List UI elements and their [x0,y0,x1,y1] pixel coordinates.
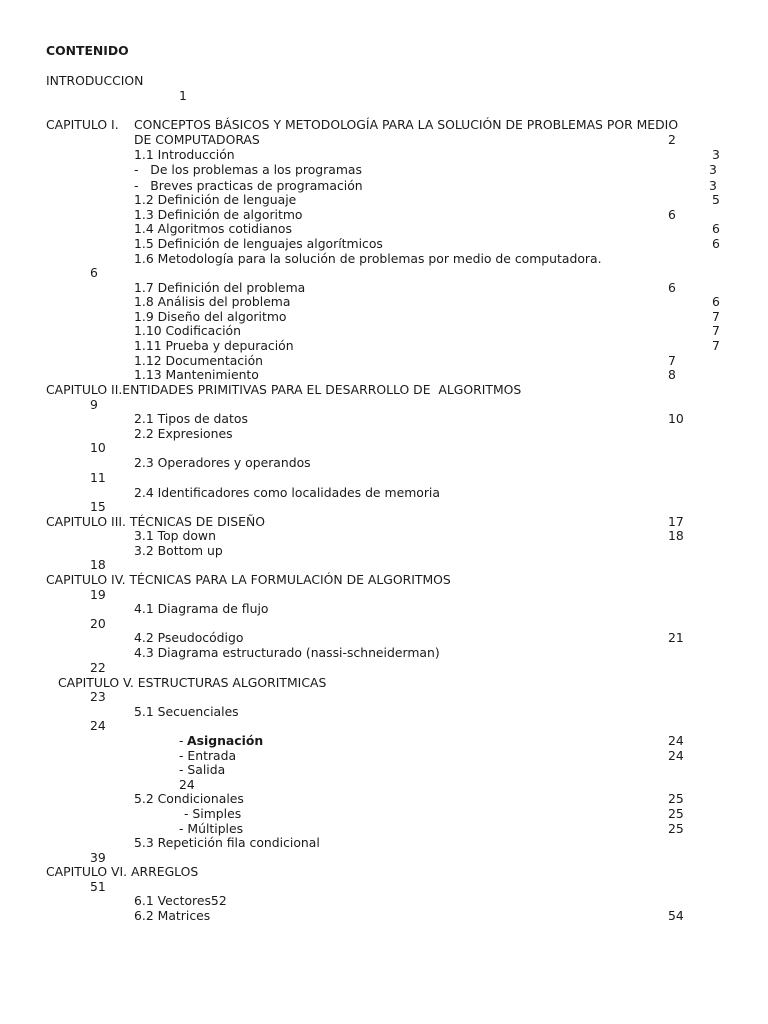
toc-page: 24 [90,718,106,733]
toc-entry: - Salida [179,762,226,777]
toc-page: 7 [712,323,720,338]
toc-entry: 1.4 Algoritmos cotidianos [134,221,292,236]
toc-page: 8 [668,367,676,382]
toc-entry: 5.3 Repetición fila condicional [134,835,320,850]
toc-entry: CAPITULO V. ESTRUCTURAS ALGORITMICAS [58,675,327,690]
toc-entry: Asignación [187,733,264,748]
toc-page: 5 [712,192,720,207]
toc-page: 2 [668,132,676,147]
toc-page: 21 [668,630,684,645]
toc-entry: 2.4 Identificadores como localidades de memoria [134,485,440,500]
toc-entry: 1.3 Definición de algoritmo [134,207,303,222]
toc-entry: CAPITULO II.ENTIDADES PRIMITIVAS PARA EL DESARROLLO DE ALGORITMOS [46,382,522,397]
toc-entry: 3.2 Bottom up [134,543,223,558]
toc-entry: CAPITULO I. [46,117,119,132]
toc-entry: - De los problemas a los programas [134,162,362,177]
toc-page: 19 [90,587,106,602]
toc-entry: 3.1 Top down [134,528,216,543]
toc-page: 25 [668,821,684,836]
toc-entry: 2.2 Expresiones [134,426,233,441]
toc-page: 10 [90,440,106,455]
toc-entry: 2.1 Tipos de datos [134,411,248,426]
toc-entry: 6.1 Vectores52 [134,893,227,908]
toc-entry: - Entrada [179,748,237,763]
toc-entry: DE COMPUTADORAS [134,132,260,147]
toc-entry: 4.3 Diagrama estructurado (nassi-schneiderman) [134,645,440,660]
toc-page: 24 [179,777,195,792]
toc-page: 18 [90,557,106,572]
document-title: CONTENIDO [46,43,129,58]
toc-entry: 4.1 Diagrama de flujo [134,601,269,616]
toc-page: 20 [90,616,106,631]
toc-entry: - Múltiples [179,821,244,836]
toc-page: 25 [668,806,684,821]
toc-page: 6 [712,221,720,236]
toc-entry: 5.2 Condicionales [134,791,244,806]
toc-entry: 1.11 Prueba y depuración [134,338,294,353]
toc-entry: 1.6 Metodología para la solución de problemas por medio de computadora. [134,251,602,266]
toc-page: 6 [668,280,676,295]
toc-page: 24 [668,733,684,748]
toc-page: 3 [712,147,720,162]
toc-entry: 2.3 Operadores y operandos [134,455,311,470]
toc-page: 39 [90,850,106,865]
toc-page: 6 [90,265,98,280]
toc-page: 11 [90,470,106,485]
toc-entry: 4.2 Pseudocódigo [134,630,244,645]
toc-entry: 1.13 Mantenimiento [134,367,259,382]
toc-page: 23 [90,689,106,704]
toc-entry: - Breves practicas de programación [134,178,363,193]
toc-page: 6 [712,294,720,309]
toc-page: 18 [668,528,684,543]
toc-page: 25 [668,791,684,806]
toc-entry: 1.7 Definición del problema [134,280,306,295]
toc-page: 24 [668,748,684,763]
toc-page: 15 [90,499,106,514]
toc-page: 51 [90,879,106,894]
toc-page: 10 [668,411,684,426]
toc-page: 54 [668,908,684,923]
toc-entry: 1.8 Análisis del problema [134,294,291,309]
toc-page: 3 [709,178,717,193]
toc-page: 3 [709,162,717,177]
toc-entry: 1.10 Codificación [134,323,241,338]
toc-page: 7 [712,309,720,324]
toc-entry: 5.1 Secuenciales [134,704,239,719]
toc-page: 22 [90,660,106,675]
toc-entry: 1.9 Diseño del algoritmo [134,309,287,324]
toc-page: 7 [668,353,676,368]
toc-entry: CAPITULO VI. ARREGLOS [46,864,199,879]
toc-entry: CAPITULO IV. TÉCNICAS PARA LA FORMULACIÓN DE ALGORITMOS [46,572,451,587]
toc-entry: 1.5 Definición de lenguajes algorítmicos [134,236,383,251]
toc-entry: 1.1 Introducción [134,147,235,162]
toc-entry: CAPITULO III. TÉCNICAS DE DISEÑO [46,514,266,529]
toc-entry: 6.2 Matrices [134,908,211,923]
toc-entry: - Simples [184,806,242,821]
toc-entry: 1.12 Documentación [134,353,264,368]
toc-page: 9 [90,397,98,412]
toc-page: 6 [712,236,720,251]
toc-entry: 1.2 Definición de lenguaje [134,192,297,207]
toc-entry: CONCEPTOS BÁSICOS Y METODOLOGÍA PARA LA SOLUCIÓN DE PROBLEMAS POR MEDIO [134,117,679,132]
toc-page: 17 [668,514,684,529]
toc-page: 6 [668,207,676,222]
toc-entry: INTRODUCCION [46,73,144,88]
toc-page: 7 [712,338,720,353]
toc-dash: - [179,733,188,748]
toc-page: 1 [179,88,187,103]
